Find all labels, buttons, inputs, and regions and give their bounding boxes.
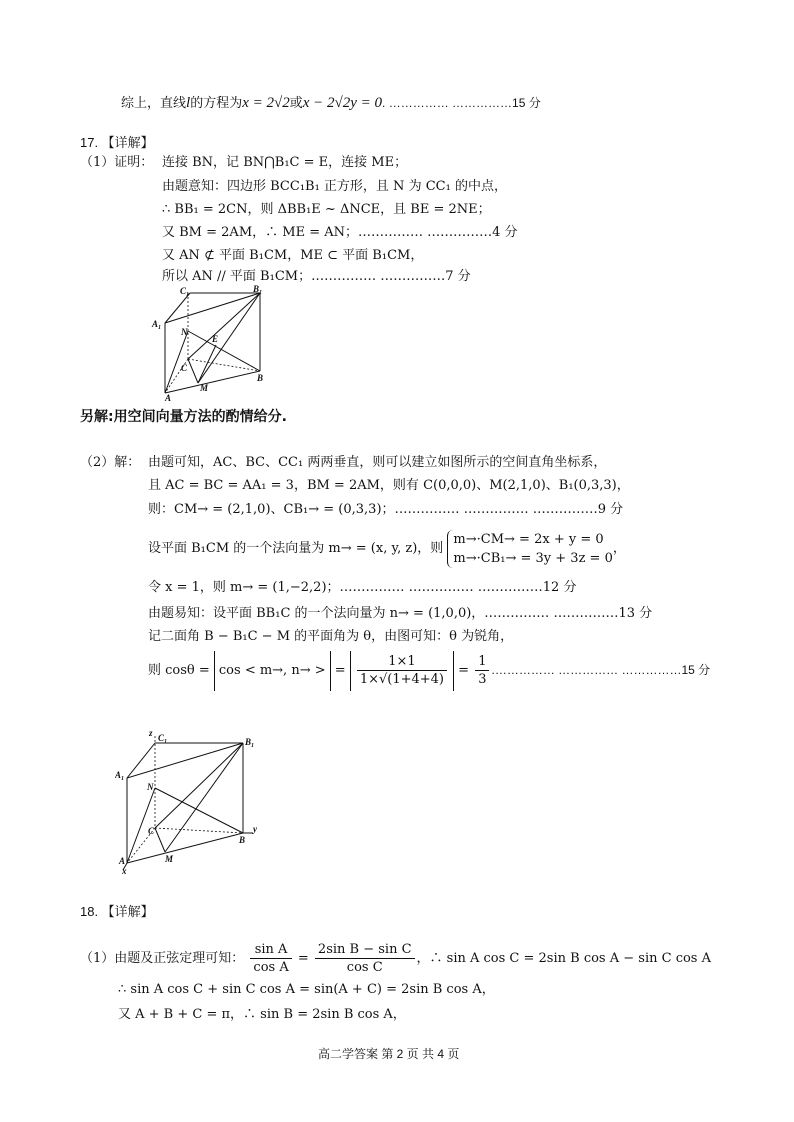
part2-line6: 由题易知：设平面 BB₁C 的一个法向量为 n→ = (1,0,0)，…………… ……………13 分 [148, 606, 653, 621]
label-N: N [181, 327, 188, 337]
part2-line3: 则：CM→ = (2,1,0)、CB₁→ = (0,3,3)；…………… …………… ……………9 分 [148, 502, 624, 517]
prism-figure-2 [115, 728, 280, 878]
or-text: 或 [289, 96, 303, 111]
svg-text:1: 1 [251, 743, 254, 749]
part2-line7: 记二面角 B − B₁C − M 的平面角为 θ，由图可知：θ 为锐角， [148, 629, 514, 644]
axis-z: z [149, 728, 153, 738]
q18-line3: 又 A + B + C = π，∴ sin B = 2sin B cos A， [118, 1007, 406, 1022]
part2-line2: 且 AC = BC = AA₁ = 3，BM = 2AM，则有 C(0,0,0)、M(2,1,0)、B₁(0,3,3)， [148, 478, 630, 493]
q17-heading: 17. 【详解】 [80, 135, 154, 150]
label-A: A [165, 393, 172, 403]
label-M: M [200, 383, 209, 393]
part2-line4: 设平面 B₁CM 的一个法向量为 m→ = (x, y, z)，则 m→·CM→ = 2x + y = 0 m→·CB₁→ = 3y + 3z = 0 ， [148, 531, 626, 566]
label2-B1: B [245, 737, 252, 747]
svg-text:1: 1 [121, 776, 124, 782]
part1-line2: 由题意知：四边形 BCC₁B₁ 正方形，且 N 为 CC₁ 的中点， [162, 179, 507, 194]
svg-text:1: 1 [164, 739, 167, 745]
label-C: C [181, 363, 188, 373]
label-A1: A [152, 319, 159, 329]
part2-line5: 令 x = 1，则 m→ = (1,−2,2)；…………… …………… ……………12 分 [148, 580, 577, 595]
result-fraction: $\frac{1}{3}$ [475, 653, 489, 688]
prism-figure-1 [150, 283, 275, 403]
equation-2: x − 2√2y = 0 [302, 95, 383, 111]
part1-label: （1）证明： [80, 155, 154, 170]
page-footer: 高二学答案 第 2 页 共 4 页 [318, 1047, 460, 1061]
label-B: B [257, 373, 264, 383]
label2-N: N [147, 782, 154, 792]
label2-B: B [239, 835, 246, 845]
equation-system: m→·CM→ = 2x + y = 0 m→·CB₁→ = 3y + 3z = 0 [447, 530, 612, 568]
label-C1: C [180, 286, 187, 296]
line-var: l [186, 95, 191, 111]
label-B1: B [253, 284, 260, 294]
abs-cos: cos < m→, n→ > [214, 651, 331, 691]
part1-line3: ∴ BB₁ = 2CN，则 ΔBB₁E ~ ΔNCE，且 BE = 2NE； [162, 202, 491, 217]
svg-text:1: 1 [158, 325, 161, 331]
label2-M: M [165, 854, 174, 864]
equation-1: x = 2√2 [242, 95, 290, 111]
part2-line1: 由题可知，AC、BC、CC₁ 两两垂直，则可以建立如图所示的空间直角坐标系， [148, 455, 607, 470]
score-15b: .…………… …………… ……………15 分 [491, 663, 711, 677]
part2-label: （2）解： [80, 455, 141, 470]
q18-line1: （1）由题及正弦定理可知： $\frac{\text{sin A}}{\text{cos A}}$ = $\frac{\text{2sin B − sin C}}{\text{cos C}}$ ，∴ sin A cos C = 2sin B cos A − sin C cos A [80, 942, 711, 975]
label2-A: A [119, 856, 126, 866]
conclusion-line [121, 94, 541, 113]
axis-x: x [122, 866, 127, 876]
part2-line8: 则 cosθ = cos < m→, n→ > = $\frac{1\times 1}{1\times√(1+4+4)}$ = $\frac{1}{3}$ .…………… …………… ……………15 分 [148, 650, 710, 691]
part1-line5: 又 AN ⊄ 平面 B₁CM，ME ⊂ 平面 B₁CM， [162, 248, 424, 263]
label2-A1: A [115, 770, 122, 780]
abs-fraction: $\frac{1\times 1}{1\times√(1+4+4)}$ [350, 651, 454, 691]
alternative-solution-note: 另解:用空间向量方法的酌情给分. [80, 409, 287, 425]
label2-C: C [148, 826, 155, 836]
score-15: . …………… ……………15 分 [382, 96, 541, 110]
axis-y: y [253, 824, 257, 834]
part1-line4: 又 BM = 2AM，∴ ME = AN；…………… ……………4 分 [162, 225, 518, 240]
q18-heading: 18. 【详解】 [80, 904, 154, 919]
part1-line6: 所以 AN // 平面 B₁CM；…………… ……………7 分 [162, 269, 471, 284]
svg-text:1: 1 [186, 292, 189, 298]
conclusion-text: 综上，直线 [121, 96, 187, 111]
label2-C1: C [158, 733, 165, 743]
label-E: E [212, 334, 219, 344]
conclusion-text2: 的方程为 [190, 96, 243, 111]
svg-text:1: 1 [259, 290, 262, 296]
part1-line1: 连接 BN，记 BN⋂B₁C = E，连接 ME； [162, 155, 408, 170]
q18-line2: ∴ sin A cos C + sin C cos A = sin(A + C) = 2sin B cos A， [118, 982, 495, 997]
